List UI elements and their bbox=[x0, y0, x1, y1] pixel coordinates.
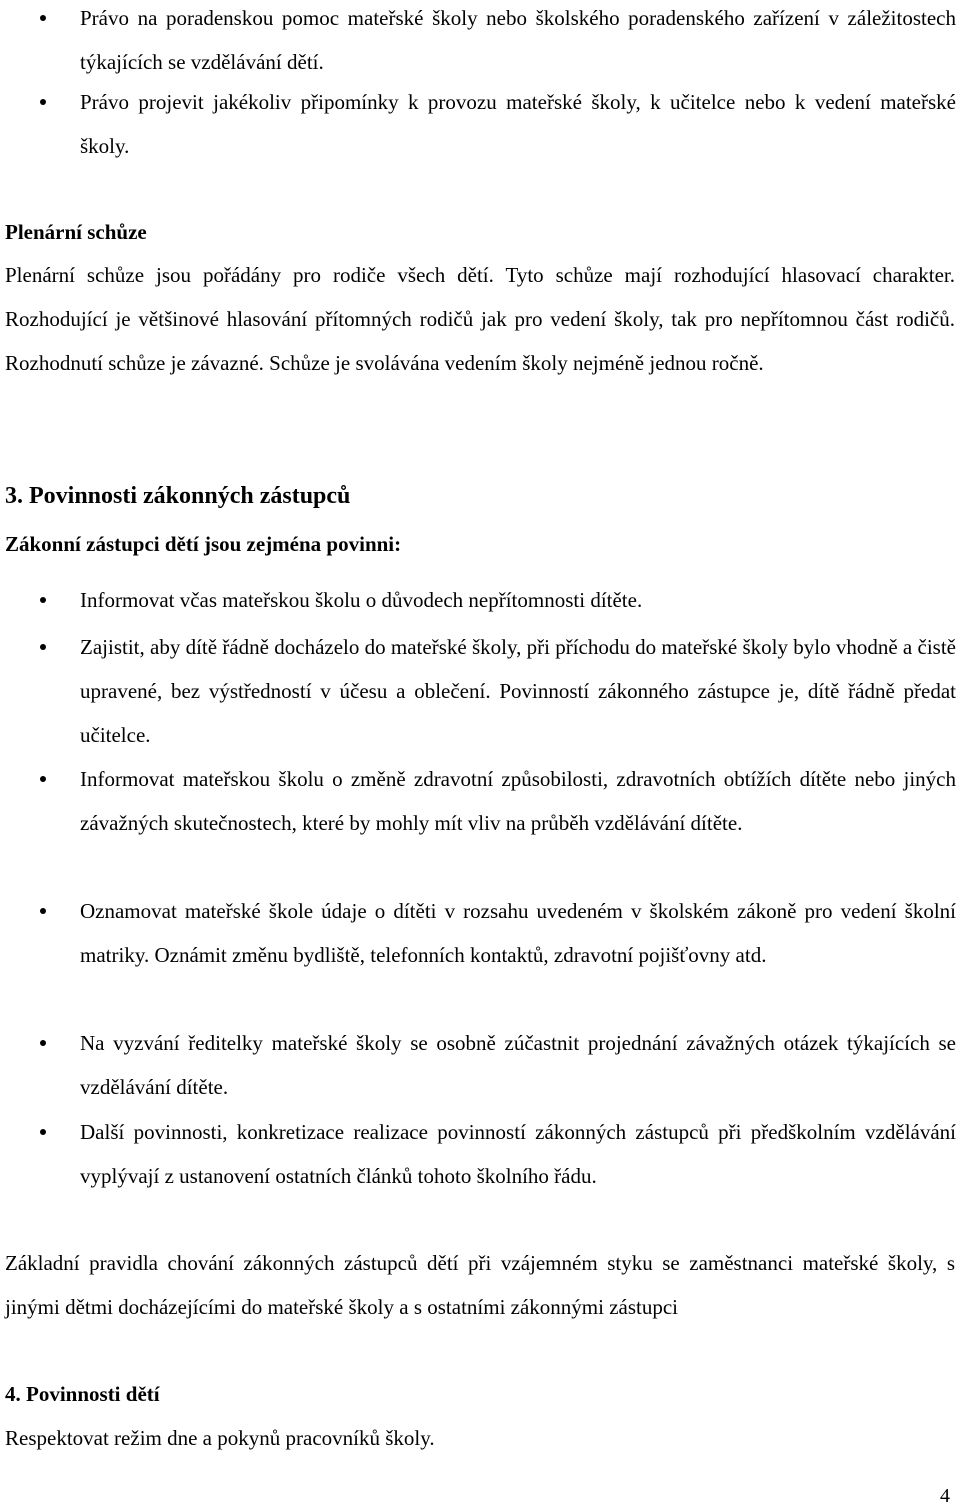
section-heading-plenary: Plenární schůze bbox=[5, 220, 147, 244]
section-heading-3: 3. Povinnosti zákonných zástupců bbox=[5, 483, 351, 509]
bullet-icon bbox=[40, 99, 46, 105]
list-item bbox=[80, 0, 956, 84]
bullet-icon bbox=[40, 1040, 46, 1046]
list-item-text: Oznamovat mateřské škole údaje o dítěti v rozsahu uvedeném v školském zákoně pro vedení školní matriky. Oznámit změnu bydliště, telefonních kontaktů, zdravotní pojišťovny atd. bbox=[80, 899, 956, 967]
section-subheading-3: Zákonní zástupci dětí jsou zejména povinni: bbox=[5, 532, 402, 556]
bullet-icon bbox=[40, 776, 46, 782]
bullet-icon bbox=[40, 644, 46, 650]
section-heading-4: 4. Povinnosti dětí bbox=[5, 1382, 160, 1406]
list-item bbox=[80, 757, 956, 845]
list-item-text: Právo projevit jakékoliv připomínky k provozu mateřské školy, k učitelce nebo k vedení mateřské školy. bbox=[80, 90, 956, 158]
list-item-text: Informovat včas mateřskou školu o důvodech nepřítomnosti dítěte. bbox=[80, 588, 643, 612]
bullet-icon bbox=[40, 908, 46, 914]
list-item bbox=[80, 625, 956, 757]
bullet-icon bbox=[40, 1129, 46, 1135]
paragraph-rules: Základní pravidla chování zákonných zástupců dětí při vzájemném styku se zaměstnanci mateřské školy, s jinými dětmi docházejícími do mateřské školy a s ostatními zákonnými zástupci bbox=[5, 1251, 955, 1319]
list-item-text: Právo na poradenskou pomoc mateřské školy nebo školského poradenského zařízení v záležitostech týkajících se vzdělávání dětí. bbox=[80, 6, 956, 74]
list-item-text: Na vyzvání ředitelky mateřské školy se osobně zúčastnit projednání závažných otázek týkajících se vzdělávání dítěte. bbox=[80, 1031, 956, 1099]
paragraph-section4: Respektovat režim dne a pokynů pracovníků školy. bbox=[5, 1426, 435, 1450]
list-item bbox=[80, 1021, 956, 1109]
page-number: 4 bbox=[940, 1485, 950, 1507]
bullet-icon bbox=[40, 597, 46, 603]
list-item-text: Zajistit, aby dítě řádně docházelo do mateřské školy, při příchodu do mateřské školy bylo vhodně a čistě upravené, bez výstředností v účesu a oblečení. Povinností zákonného zástupce je, dítě řádně předat učitelce. bbox=[80, 635, 956, 747]
list-item bbox=[80, 1110, 956, 1198]
list-item bbox=[80, 80, 956, 168]
paragraph-plenary: Plenární schůze jsou pořádány pro rodiče všech dětí. Tyto schůze mají rozhodující hlasovací charakter. Rozhodující je většinové hlasování přítomných rodičů jak pro vedení školy, tak pro nepřítomnou část rodičů. Rozhodnutí schůze je závazné. Schůze je svolávána vedením školy nejméně jednou ročně. bbox=[5, 263, 955, 375]
list-item bbox=[80, 578, 956, 622]
list-item-text: Další povinnosti, konkretizace realizace povinností zákonných zástupců při předškolním vzdělávání vyplývají z ustanovení ostatních článků tohoto školního řádu. bbox=[80, 1120, 956, 1188]
list-item bbox=[80, 889, 956, 977]
list-item-text: Informovat mateřskou školu o změně zdravotní způsobilosti, zdravotních obtížích dítěte nebo jiných závažných skutečnostech, které by mohly mít vliv na průběh vzdělávání dítěte. bbox=[80, 767, 956, 835]
bullet-icon bbox=[40, 15, 46, 21]
